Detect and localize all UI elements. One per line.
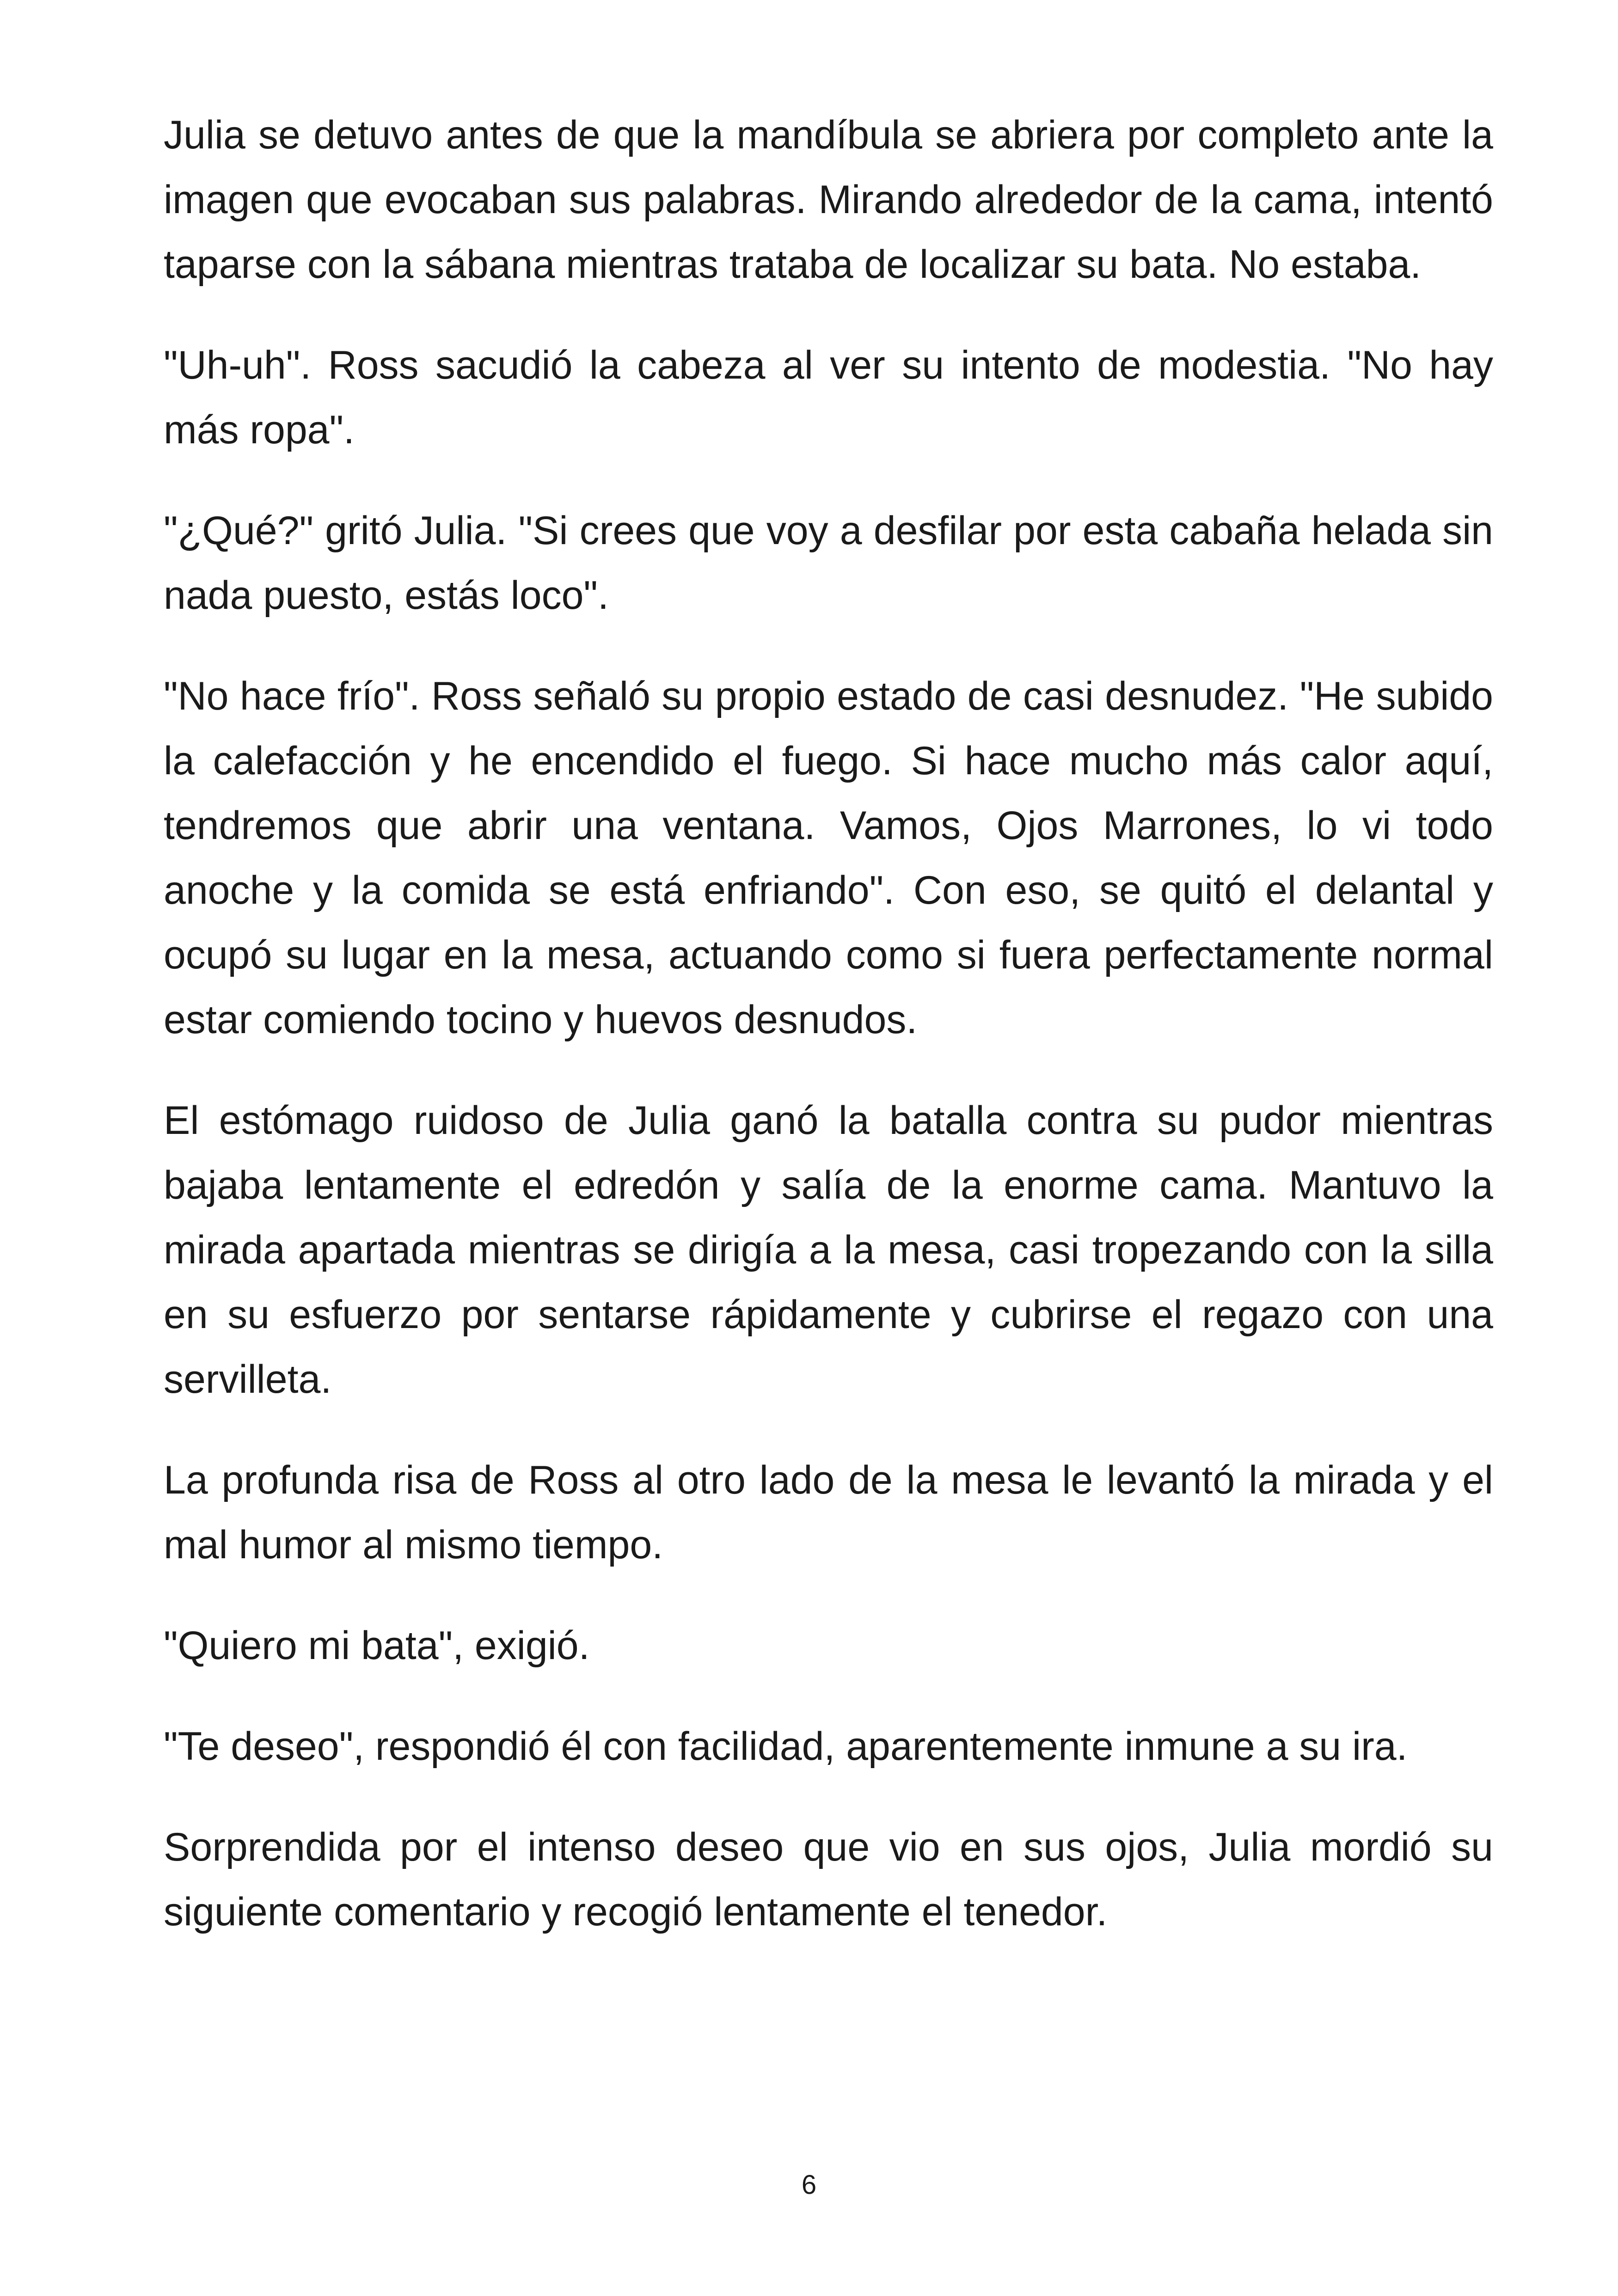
paragraph-2: "Uh-uh". Ross sacudió la cabeza al ver su intento de modestia. "No hay más ropa". — [164, 343, 1493, 452]
paragraph-6: La profunda risa de Ross al otro lado de la mesa le levantó la mirada y el mal humor al mismo tiempo. — [164, 1458, 1493, 1567]
page-number: 6 — [801, 2170, 817, 2200]
paragraph-5: El estómago ruidoso de Julia ganó la batalla contra su pudor mientras bajaba lentamente el edredón y salía de la enorme cama. Mantuvo la mirada apartada mientras se dirigía a la mesa, casi tropezando con la silla en su esfuerzo por sentarse rápidamente y cubrirse el regazo con una servilleta. — [164, 1098, 1493, 1402]
paragraph-3: "¿Qué?" gritó Julia. "Si crees que voy a desfilar por esta cabaña helada sin nada puesto, estás loco". — [164, 508, 1493, 618]
paragraph-4: "No hace frío". Ross señaló su propio estado de casi desnudez. "He subido la calefacción y he encendido el fuego. Si hace mucho más calor aquí, tendremos que abrir una ventana. Vamos, Ojos Marrones, lo vi todo anoche y la comida se está enfriando". Con eso, se quitó el delantal y ocupó su lugar en la mesa, actuando como si fuera perfectamente normal estar comiendo tocino y huevos desnudos. — [164, 674, 1493, 1042]
paragraph-9: Sorprendida por el intenso deseo que vio en sus ojos, Julia mordió su siguiente comentario y recogió lentamente el tenedor. — [164, 1825, 1493, 1934]
paragraph-1: Julia se detuvo antes de que la mandíbula se abriera por completo ante la imagen que evocaban sus palabras. Mirando alrededor de la cama, intentó taparse con la sábana mientras trataba de localizar su bata. No estaba. — [164, 113, 1493, 287]
paragraph-8: "Te deseo", respondió él con facilidad, aparentemente inmune a su ira. — [164, 1724, 1408, 1769]
body-text — [164, 103, 1493, 1980]
paragraph-7: "Quiero mi bata", exigió. — [164, 1623, 590, 1668]
